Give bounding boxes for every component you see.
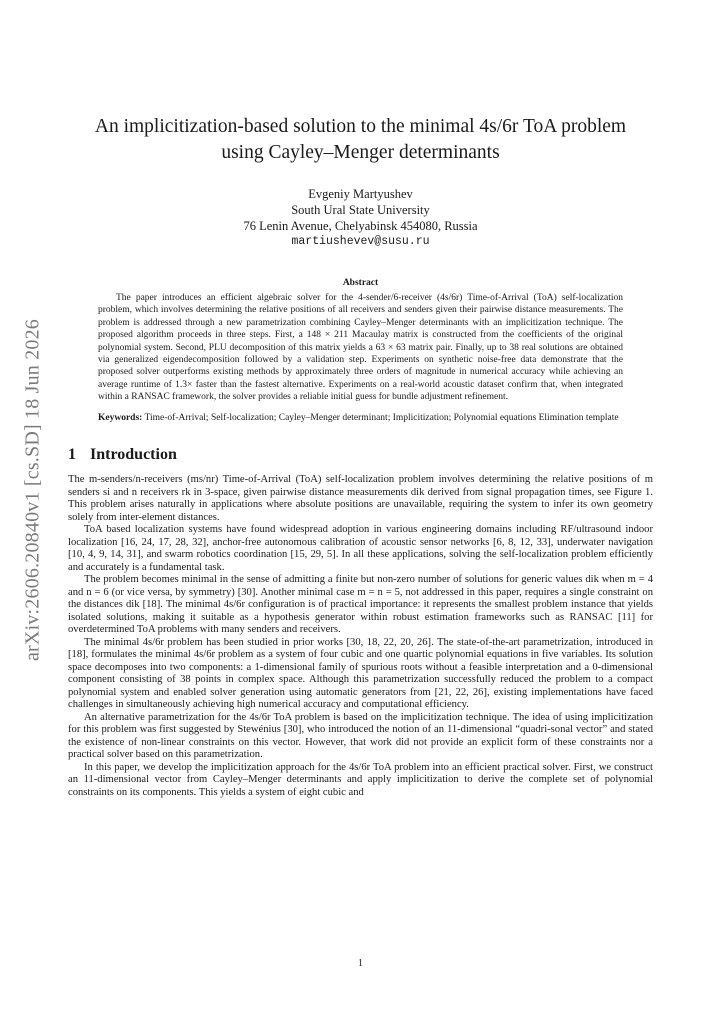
keywords-text: Time-of-Arrival; Self-localization; Cayley–Menger determinant; Implicitization; Polynomial equations Elimination template [144, 412, 619, 423]
author-address: 76 Lenin Avenue, Chelyabinsk 454080, Russia [243, 219, 478, 233]
paper-page [68, 0, 653, 799]
author-email: martiushevev@susu.ru [291, 235, 430, 248]
author-block [68, 186, 653, 250]
paragraph: In this paper, we develop the implicitization approach for the 4s/6r ToA problem into an efficient practical solver. First, we construct an 11-dimensional vector from Cayley–Menger determinants and apply implicitization to derive the complete set of polynomial constraints on its components. This yields a system of eight cubic and [68, 761, 653, 798]
author-name: Evgeniy Martyushev [308, 187, 413, 201]
title-line-2: using Cayley–Menger determinants [221, 142, 500, 163]
abstract-text: The paper introduces an efficient algebraic solver for the 4-sender/6-receiver (4s/6r) Time-of-Arrival (ToA) self-localization problem, which involves determining the relative positions of all receivers and senders given their pairwise distance measurements. The problem is addressed through a new parametrization combining Cayley–Menger determinants with an implicitization technique. The proposed algorithm proceeds in three steps. First, a 148 × 211 Macaulay matrix is constructed from the coefficients of the original polynomial system. Second, PLU decomposition of this matrix yields a 63 × 63 matrix pair. Finally, up to 38 real solutions are obtained via generalized eigendecomposition followed by a validation step. Experiments on synthetic noise-free data demonstrate that the proposed solver outperforms existing methods by approximately three orders of magnitude in numerical accuracy while achieving an average runtime of 1.3× faster than the fastest alternative. Experiments on a real-world acoustic dataset confirm that, when integrated within a RANSAC framework, the solver provides a reliable initial guess for bundle adjustment refinement. [98, 293, 623, 403]
abstract-heading: Abstract [342, 278, 379, 288]
keywords-label: Keywords: [98, 412, 143, 423]
paragraph: ToA based localization systems have found widespread adoption in various engineering domains including RF/ultrasound indoor localization [16, 24, 17, 28, 32], anchor-free autonomous calibration of acoustic sensor networks [6, 8, 12, 33], underwater navigation [10, 4, 9, 14, 31], and swarm robotics coordination [15, 29, 5]. In all these applications, solving the self-localization problem efficiently and accurately is a fundamental task. [68, 524, 653, 573]
arxiv-identifier: arXiv:2606.20840v1 [cs.SD] 18 Jun 2026 [21, 318, 44, 662]
section-title: Introduction [90, 446, 177, 464]
paragraph: The m-senders/n-receivers (ms/nr) Time-of-Arrival (ToA) self-localization problem involves determining the relative positions of m senders si and n receivers rk in 3-space, given pairwise distance measurements dik derived from signal propagation times, see Figure 1. This problem arises naturally in applications where absolute positions are unavailable, requiring the system to infer its own geometry solely from inter-element distances. [68, 474, 653, 523]
paragraph: An alternative parametrization for the 4s/6r ToA problem is based on the implicitization technique. The idea of using implicitization for this problem was first suggested by Stewénius [30], who introduced the notion of an 11-dimensional “quadri-sonal vector” and stated the existence of non-linear constraints on this vector. However, that work did not provide an explicit form of these constraints nor a practical solver based on this parametrization. [68, 711, 653, 761]
paper-title [68, 114, 653, 166]
author-affiliation: South Ural State University [291, 203, 430, 217]
page-number: 1 [358, 958, 363, 969]
section-number: 1 [68, 446, 76, 464]
paragraph: The minimal 4s/6r problem has been studied in prior works [30, 18, 22, 20, 26]. The state-of-the-art parametrization, introduced in [18], formulates the minimal 4s/6r problem as a system of four cubic and one quartic polynomial equations in five variables. Its solution space decomposes into two components: a 1-dimensional family of spurious roots without a feasible interpretation and a 0-dimensional component consisting of 38 points in complex space. Although this parametrization successfully reduced the problem to a compact polynomial system and enabled solver generation using automatic generators from [21, 22, 26], existing implementations have faced challenges in simultaneously achieving high numerical accuracy and computational efficiency. [68, 636, 653, 711]
title-line-1: An implicitization-based solution to the minimal 4s/6r ToA problem [94, 116, 627, 137]
arxiv-sidebar [8, 300, 58, 680]
section-heading [68, 446, 653, 464]
keywords [98, 412, 623, 424]
paragraph: The problem becomes minimal in the sense of admitting a finite but non-zero number of solutions for generic values dik when m = 4 and n = 6 (or vice versa, by symmetry) [30]. Another minimal case m = n = 5, not addressed in this paper, requires a single constraint on the distances dik [18]. The minimal 4s/6r configuration is of practical importance: it represents the smallest problem instance that yields isolated solutions, making it suitable as a hypothesis generator within robust estimation frameworks such as RANSAC [11] for overdetermined ToA problems with many senders and receivers. [68, 574, 653, 636]
section-body [68, 474, 653, 799]
